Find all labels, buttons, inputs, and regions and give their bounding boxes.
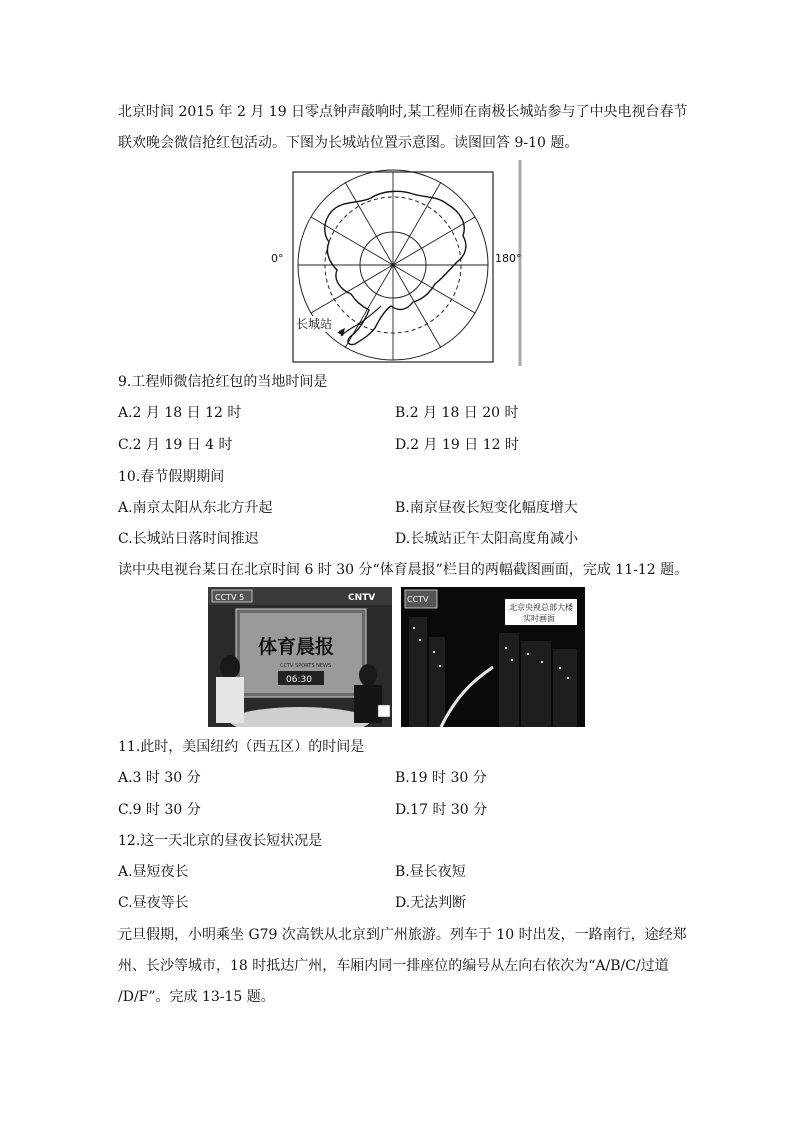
q12-option-b: B.昼长夜短 — [395, 864, 466, 880]
q11-stem: 11.此时，美国纽约（西五区）的时间是 — [118, 739, 365, 755]
q10-option-b: B.南京昼夜长短变化幅度增大 — [395, 500, 578, 516]
q9-option-d: D.2 月 19 日 12 时 — [395, 437, 519, 453]
presenter-left-head — [220, 655, 240, 679]
qr-code-icon — [378, 705, 390, 717]
show-time: 06:30 — [286, 675, 312, 685]
q9-stem: 9.工程师微信抢红包的当地时间是 — [118, 374, 328, 390]
cctv-logo: CCTV — [407, 595, 429, 604]
tv-screenshot-city — [401, 587, 585, 727]
intro3-line-2: 州、长沙等城市，18 时抵达广州，车厢内同一排座位的编号从左向右依次为“A/B/C/过道 — [118, 958, 669, 974]
q12-stem: 12.这一天北京的昼夜长短状况是 — [118, 833, 323, 849]
q9-option-c: C.2 月 19 日 4 时 — [118, 437, 233, 453]
q9-option-b: B.2 月 18 日 20 时 — [395, 405, 519, 421]
tv-screenshot-studio — [208, 587, 392, 727]
q11-option-c: C.9 时 30 分 — [118, 802, 201, 818]
label-180-degree: 180° — [495, 252, 522, 265]
presenter-left-body — [216, 677, 244, 723]
antarctica-map-figure — [271, 160, 527, 366]
q9-option-a: A.2 月 18 日 12 时 — [118, 405, 242, 421]
intro3-line-1: 元旦假期，小明乘坐 G79 次高铁从北京到广州旅游。列车于 10 时出发，一路南行，途经郑 — [118, 927, 687, 943]
q12-option-c: C.昼夜等长 — [118, 895, 189, 911]
presenter-right-head — [359, 664, 377, 686]
show-subtitle: CCTV SPORTS NEWS — [280, 663, 332, 669]
caption-line-2: 实时画面 — [523, 614, 555, 623]
label-0-degree: 0° — [271, 252, 284, 265]
q10-option-c: C.长城站日落时间推迟 — [118, 531, 259, 547]
show-title: 体育晨报 — [258, 636, 335, 658]
label-great-wall-station: 长城站 — [296, 317, 333, 331]
q12-option-d: D.无法判断 — [395, 895, 467, 911]
cctv5-logo: CCTV 5 — [215, 593, 245, 602]
intro-line-1: 北京时间 2015 年 2 月 19 日零点钟声敲响时,某工程师在南极长城站参与了中央电视台春节 — [118, 104, 688, 120]
presenter-right-body — [354, 685, 382, 723]
q11-option-b: B.19 时 30 分 — [395, 770, 487, 786]
q10-option-a: A.南京太阳从东北方升起 — [118, 500, 273, 516]
cntv-logo: CNTV — [348, 593, 376, 603]
q10-option-d: D.长城站正午太阳高度角减小 — [395, 531, 579, 547]
q11-option-a: A.3 时 30 分 — [118, 770, 201, 786]
intro3-line-3: /D/F”。完成 13-15 题。 — [118, 989, 275, 1005]
intro2-line: 读中央电视台某日在北京时间 6 时 30 分“体育晨报”栏目的两幅截图画面，完成 11-12 题。 — [118, 562, 689, 578]
q10-stem: 10.春节假期期间 — [118, 469, 225, 485]
q12-option-a: A.昼短夜长 — [118, 864, 189, 880]
q11-option-d: D.17 时 30 分 — [395, 802, 488, 818]
caption-line-1: 北京央视总部大楼 — [509, 603, 573, 612]
intro-line-2: 联欢晚会微信抢红包活动。下图为长城站位置示意图。读图回答 9-10 题。 — [118, 135, 579, 151]
